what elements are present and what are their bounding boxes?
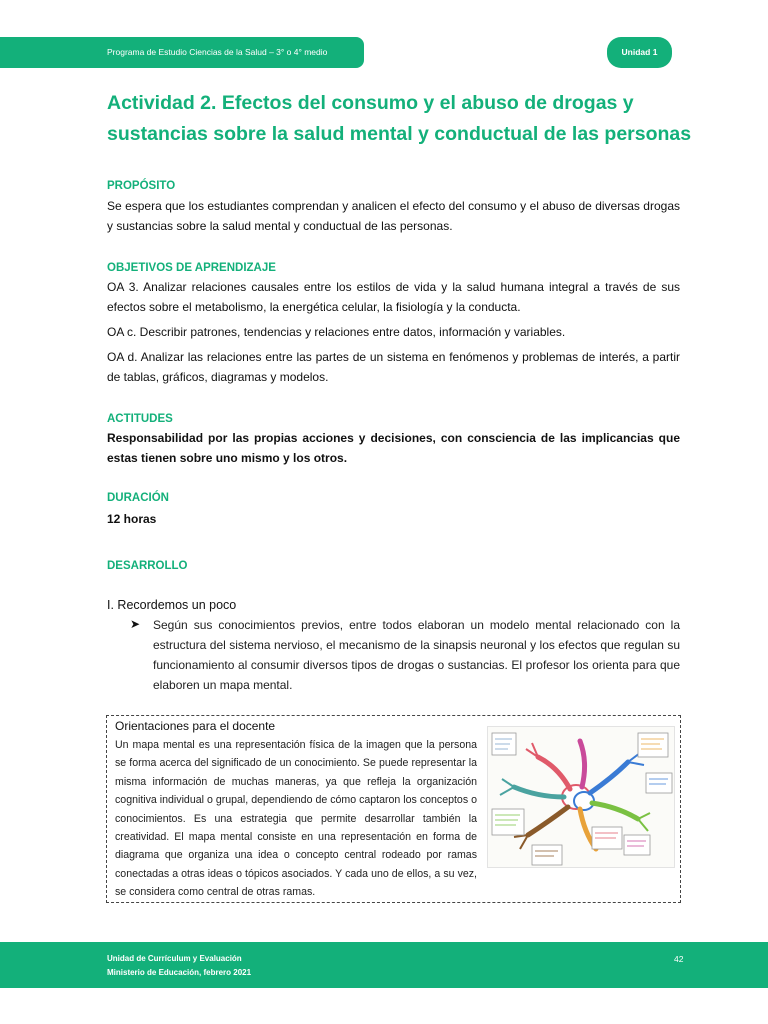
arrow-bullet-icon: ➤ (130, 617, 141, 631)
footer-unit: Unidad de Currículum y Evaluación (107, 954, 242, 963)
proposito-heading: PROPÓSITO (107, 180, 176, 192)
page-footer (0, 942, 768, 988)
objetivo-oa3: OA 3. Analizar relaciones causales entre los estilos de vida y la salud humana integral a través de sus efectos sobre el metabolismo, la energética celular, la fisiología y la conducta. (107, 280, 680, 314)
orientaciones-title: Orientaciones para el docente (115, 719, 276, 733)
proposito-text: Se espera que los estudiantes comprendan y analicen el efecto del consumo y el abuso de diversas drogas y sustancias sobre la salud mental y conductual de las personas. (107, 199, 680, 233)
duracion-heading: DURACIÓN (107, 492, 169, 504)
activity-title: Actividad 2. Efectos del consumo y el abuso de drogas y sustancias sobre la salud mental y conductual de las personas (107, 92, 692, 145)
mind-map-image (487, 726, 675, 868)
header-program-bar (0, 37, 364, 68)
unit-badge-text: Unidad 1 (621, 47, 658, 57)
desarrollo-bullet-text: Según sus conocimientos previos, entre todos elaboran un modelo mental relacionado con la estructura del sistema nervioso, el mecanismo de la sinapsis neuronal y los efectos que regulan su funcionamiento al consumir diversos tipos de drogas o sustancias. El profesor los orienta para que elaboren un mapa mental. (153, 618, 680, 692)
desarrollo-subheading: I. Recordemos un poco (107, 598, 237, 612)
objetivo-oac: OA c. Describir patrones, tendencias y relaciones entre datos, información y variables. (107, 325, 566, 339)
unit-badge (607, 37, 672, 68)
orientaciones-box (106, 715, 681, 903)
header-program-text: Programa de Estudio Ciencias de la Salud – 3° o 4° medio (107, 47, 328, 57)
objetivo-oad: OA d. Analizar las relaciones entre las partes de un sistema en fenómenos y problemas de interés, a partir de tablas, gráficos, diagramas y modelos. (107, 350, 680, 384)
orientaciones-text: Un mapa mental es una representación física de la imagen que la persona se forma acerca del significado de un conocimiento. Se puede representar la misma información de muchas maneras, ya que refleja la organización cognitiva individual o grupal, dependiendo de cómo captaron los conceptos o conocimientos. Es una estrategia que permite desarrollar también la creatividad. El mapa mental consiste en una representación en forma de diagrama que organiza una idea o concepto central rodeado por ramas conectadas a otras ideas o tópicos asociados. Y cada uno de ellos, a su vez, se considera como central de otras ramas. (115, 739, 477, 899)
objetivos-heading: OBJETIVOS DE APRENDIZAJE (107, 262, 276, 274)
actitudes-text: Responsabilidad por las propias acciones y decisiones, con consciencia de las implicancias que estas tienen sobre uno mismo y los otros. (107, 431, 680, 465)
duracion-text: 12 horas (107, 512, 157, 526)
actitudes-heading: ACTITUDES (107, 413, 173, 425)
desarrollo-heading: DESARROLLO (107, 560, 188, 572)
page-number: 42 (674, 954, 684, 964)
footer-ministry: Ministerio de Educación, febrero 2021 (107, 968, 252, 977)
mind-map-illustration (488, 727, 676, 869)
